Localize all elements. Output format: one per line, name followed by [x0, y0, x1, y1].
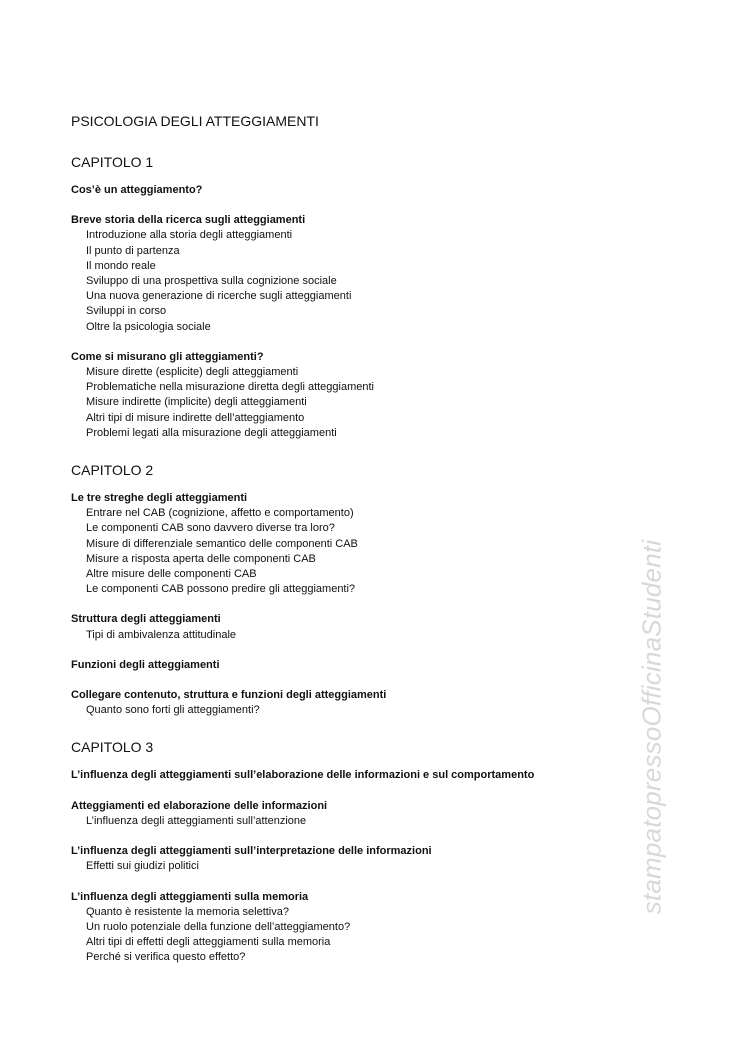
- section-title: Le tre streghe degli atteggiamenti: [71, 492, 248, 505]
- subsection-item: Sviluppo di una prospettiva sulla cognizione sociale: [86, 275, 337, 288]
- section-title: Collegare contenuto, struttura e funzioni degli atteggiamenti: [71, 689, 387, 702]
- subsection-item: Quanto è resistente la memoria selettiva?: [86, 905, 289, 918]
- subsection-item: Problematiche nella misurazione diretta degli atteggiamenti: [86, 381, 374, 394]
- subsection-item: Oltre la psicologia sociale: [86, 320, 211, 333]
- section-title: L’influenza degli atteggiamenti sulla memoria: [71, 890, 309, 903]
- section: [71, 890, 671, 966]
- subsection-item: Misure di differenziale semantico delle componenti CAB: [86, 537, 358, 550]
- subsection-item: Una nuova generazione di ricerche sugli atteggiamenti: [86, 290, 352, 303]
- subsection-item: Problemi legati alla misurazione degli atteggiamenti: [86, 426, 337, 439]
- subsection-item: Altri tipi di effetti degli atteggiamenti sulla memoria: [86, 936, 331, 949]
- section: [71, 658, 671, 673]
- section-title: L’influenza degli atteggiamenti sull’elaborazione delle informazioni e sul comportamento: [71, 769, 535, 782]
- section-title: Breve storia della ricerca sugli atteggiamenti: [71, 214, 306, 227]
- subsection-item: Introduzione alla storia degli atteggiamenti: [86, 229, 293, 242]
- subsection-item: Il punto di partenza: [86, 244, 180, 257]
- subsection-item: Misure dirette (esplicite) degli atteggiamenti: [86, 366, 299, 379]
- section: [71, 844, 671, 874]
- section: [71, 350, 671, 441]
- subsection-item: L’influenza degli atteggiamenti sull’attenzione: [86, 814, 307, 827]
- section: [71, 213, 671, 335]
- section-title: Atteggiamenti ed elaborazione delle informazioni: [71, 799, 328, 812]
- section: [71, 612, 671, 642]
- section-title: Cos’è un atteggiamento?: [71, 184, 203, 196]
- subsection-item: Entrare nel CAB (cognizione, affetto e comportamento): [86, 507, 354, 520]
- table-of-contents: [71, 153, 671, 966]
- chapter: [71, 153, 671, 441]
- subsection-item: Quanto sono forti gli atteggiamenti?: [86, 704, 260, 717]
- section: [71, 768, 671, 783]
- watermark: stampatopressoOfficinaStudenti: [636, 539, 667, 915]
- subsection-item: Le componenti CAB possono predire gli atteggiamenti?: [86, 583, 356, 596]
- subsection-item: Effetti sui giudizi politici: [86, 860, 199, 873]
- subsection-item: Tipi di ambivalenza attitudinale: [86, 628, 237, 641]
- chapter-title: CAPITOLO 2: [71, 462, 154, 479]
- subsection-item: Un ruolo potenziale della funzione dell’atteggiamento?: [86, 920, 351, 933]
- subsection-item: Misure indirette (implicite) degli atteggiamenti: [86, 396, 307, 409]
- subsection-item: Le componenti CAB sono davvero diverse tra loro?: [86, 522, 335, 535]
- chapter-title: CAPITOLO 1: [71, 154, 154, 170]
- section: [71, 799, 671, 829]
- subsection-item: Misure a risposta aperta delle componenti CAB: [86, 552, 316, 565]
- section-title: L’influenza degli atteggiamenti sull’interpretazione delle informazioni: [71, 845, 432, 858]
- chapter: [71, 461, 671, 718]
- chapter: [71, 738, 671, 965]
- section: [71, 688, 671, 718]
- section: [71, 491, 671, 597]
- subsection-item: Sviluppi in corso: [86, 305, 167, 318]
- chapter-title: CAPITOLO 3: [71, 739, 154, 756]
- document-page: [71, 112, 671, 981]
- subsection-item: Altre misure delle componenti CAB: [86, 568, 257, 581]
- document-title: PSICOLOGIA DEGLI ATTEGGIAMENTI: [71, 113, 319, 129]
- subsection-item: Il mondo reale: [86, 259, 156, 272]
- subsection-item: Altri tipi di misure indirette dell’atteggiamento: [86, 411, 305, 424]
- section-title: Come si misurano gli atteggiamenti?: [71, 350, 264, 363]
- section-title: Funzioni degli atteggiamenti: [71, 658, 220, 671]
- section-title: Struttura degli atteggiamenti: [71, 613, 221, 626]
- subsection-item: Perché si verifica questo effetto?: [86, 951, 246, 964]
- section: [71, 183, 671, 198]
